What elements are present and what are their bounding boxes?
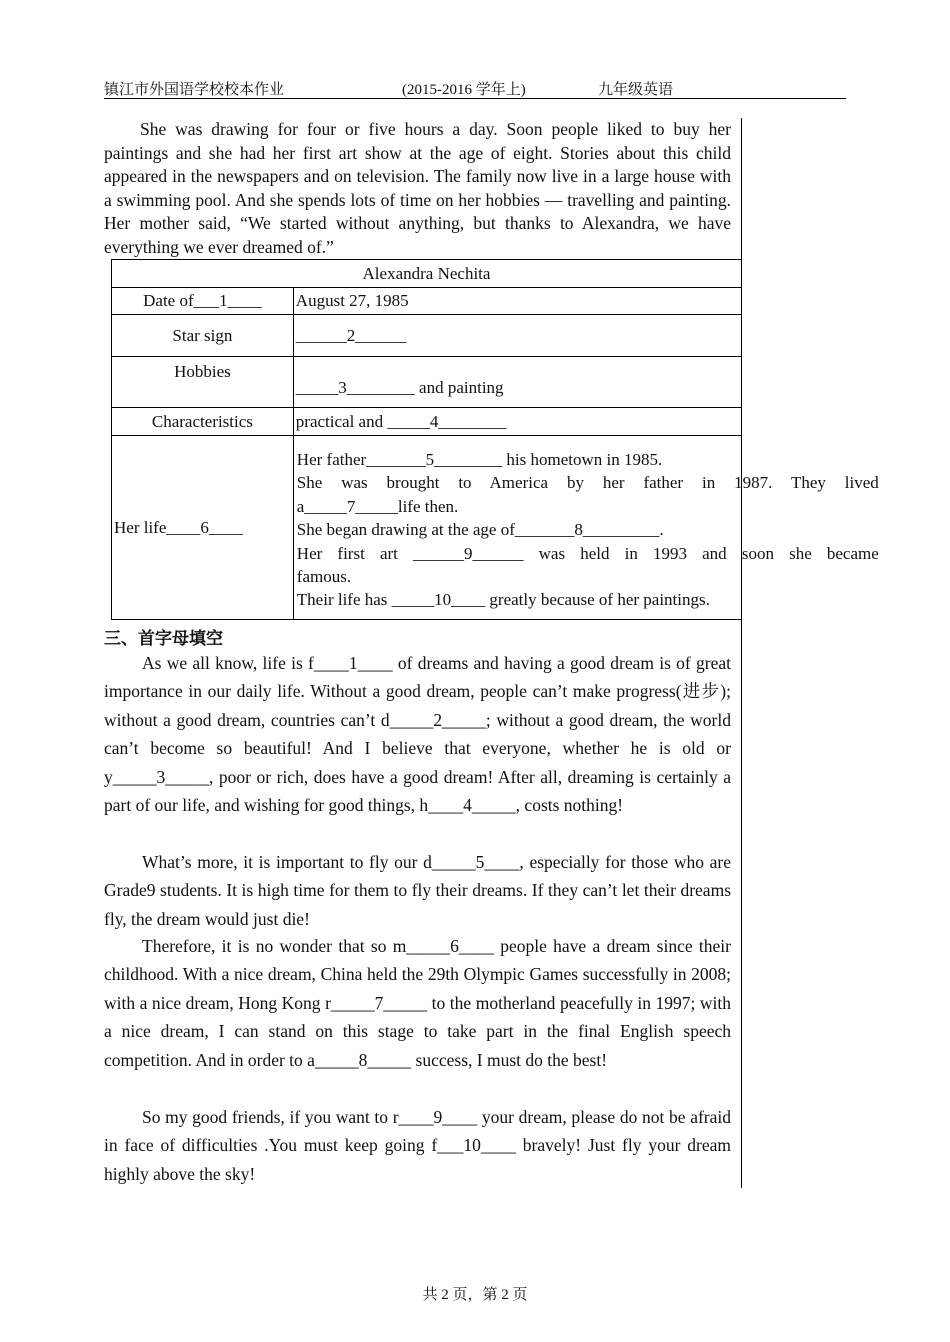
school-year: (2015-2016 学年上) [402, 82, 526, 98]
cloze-paragraph: As we all know, life is f____1____ of dreams and having a good dream is of great importance in our daily life. Without a good dream, people can’t make progress(进步); without a good dream, countries can’t d_____2_____; without a good dream, the world can’t become so beautiful! And I believe that everyone, whether he is old or y_____3_____, poor or rich, does have a good dream! After all, dreaming is certainly a part of our life, and wishing for good things, h____4_____, costs nothing! [104, 653, 731, 816]
passage-ending: She was drawing for four or five hours a day. Soon people liked to buy her paintings and she had her first art show at the age of eight. Stories about this child appeared in the newspapers and on television. The family now live in a large house with a swimming pool. And she spends lots of time on her hobbies — travelling and painting. Her mother said, “We started without anything, but thanks to Alexandra, we have everything we ever dreamed of.” [104, 119, 731, 257]
life-line: Her first art ______9______ was held in 1993 and soon she became [296, 543, 879, 563]
table-row [112, 315, 742, 357]
table-row [112, 408, 742, 436]
life-label: Her life____6____ [112, 436, 294, 620]
info-table [111, 259, 879, 620]
life-line: a_____7_____life then. [296, 496, 459, 516]
life-line: Their life has _____10____ greatly because of her paintings. [296, 590, 710, 610]
cloze-paragraph: So my good friends, if you want to r____9____ your dream, please do not be afraid in face of difficulties .You must keep going f___10____ bravely! Just fly your dream highly above the sky! [104, 1107, 731, 1184]
life-line: Her father_______5________ his hometown in 1985. [296, 450, 663, 469]
table-row [112, 288, 742, 315]
row-label: Hobbies [112, 357, 294, 408]
life-line: famous. [296, 567, 352, 587]
section-title: 三、首字母填空 [104, 629, 223, 648]
cloze-paragraph: Therefore, it is no wonder that so m_____6____ people have a dream since their childhood. With a nice dream, China held the 29th Olympic Games successfully in 2008; with a nice dream, Hong Kong r_____7_____ to the motherland peacefully in 1997; with a nice dream, I can stand on this stage to take part in the final English speech competition. And in order to a_____8_____ success, I must do the best! [104, 936, 731, 1070]
row-value: August 27, 1985 [293, 288, 741, 315]
row-label: Characteristics [112, 408, 294, 436]
life-text [297, 448, 879, 612]
grade-subject: 九年级英语 [598, 82, 674, 98]
row-value: ______2______ [293, 315, 741, 357]
cloze-paragraph: What’s more, it is important to fly our d_____5____, especially for those who are Grade9 students. It is high time for them to fly their dreams. If they can’t let their dreams fly, the dream would just die! [104, 852, 731, 929]
row-label: Star sign [112, 315, 294, 357]
row-label: Date of___1____ [112, 288, 294, 315]
life-line: She was brought to America by her father in 1987. They lived [296, 473, 879, 493]
table-title: Alexandra Nechita [112, 260, 742, 288]
school-name: 镇江市外国语学校校本作业 [104, 82, 285, 98]
table-row [112, 436, 742, 620]
row-value: _____3________ and painting [293, 357, 741, 408]
row-value: practical and _____4________ [293, 408, 741, 436]
life-cell [293, 436, 879, 620]
page-header [104, 76, 846, 99]
table-row [112, 357, 742, 408]
life-line: She began drawing at the age of_______8_________. [296, 520, 664, 540]
page-footer: 共 2 页，第 2 页 [422, 1287, 528, 1303]
